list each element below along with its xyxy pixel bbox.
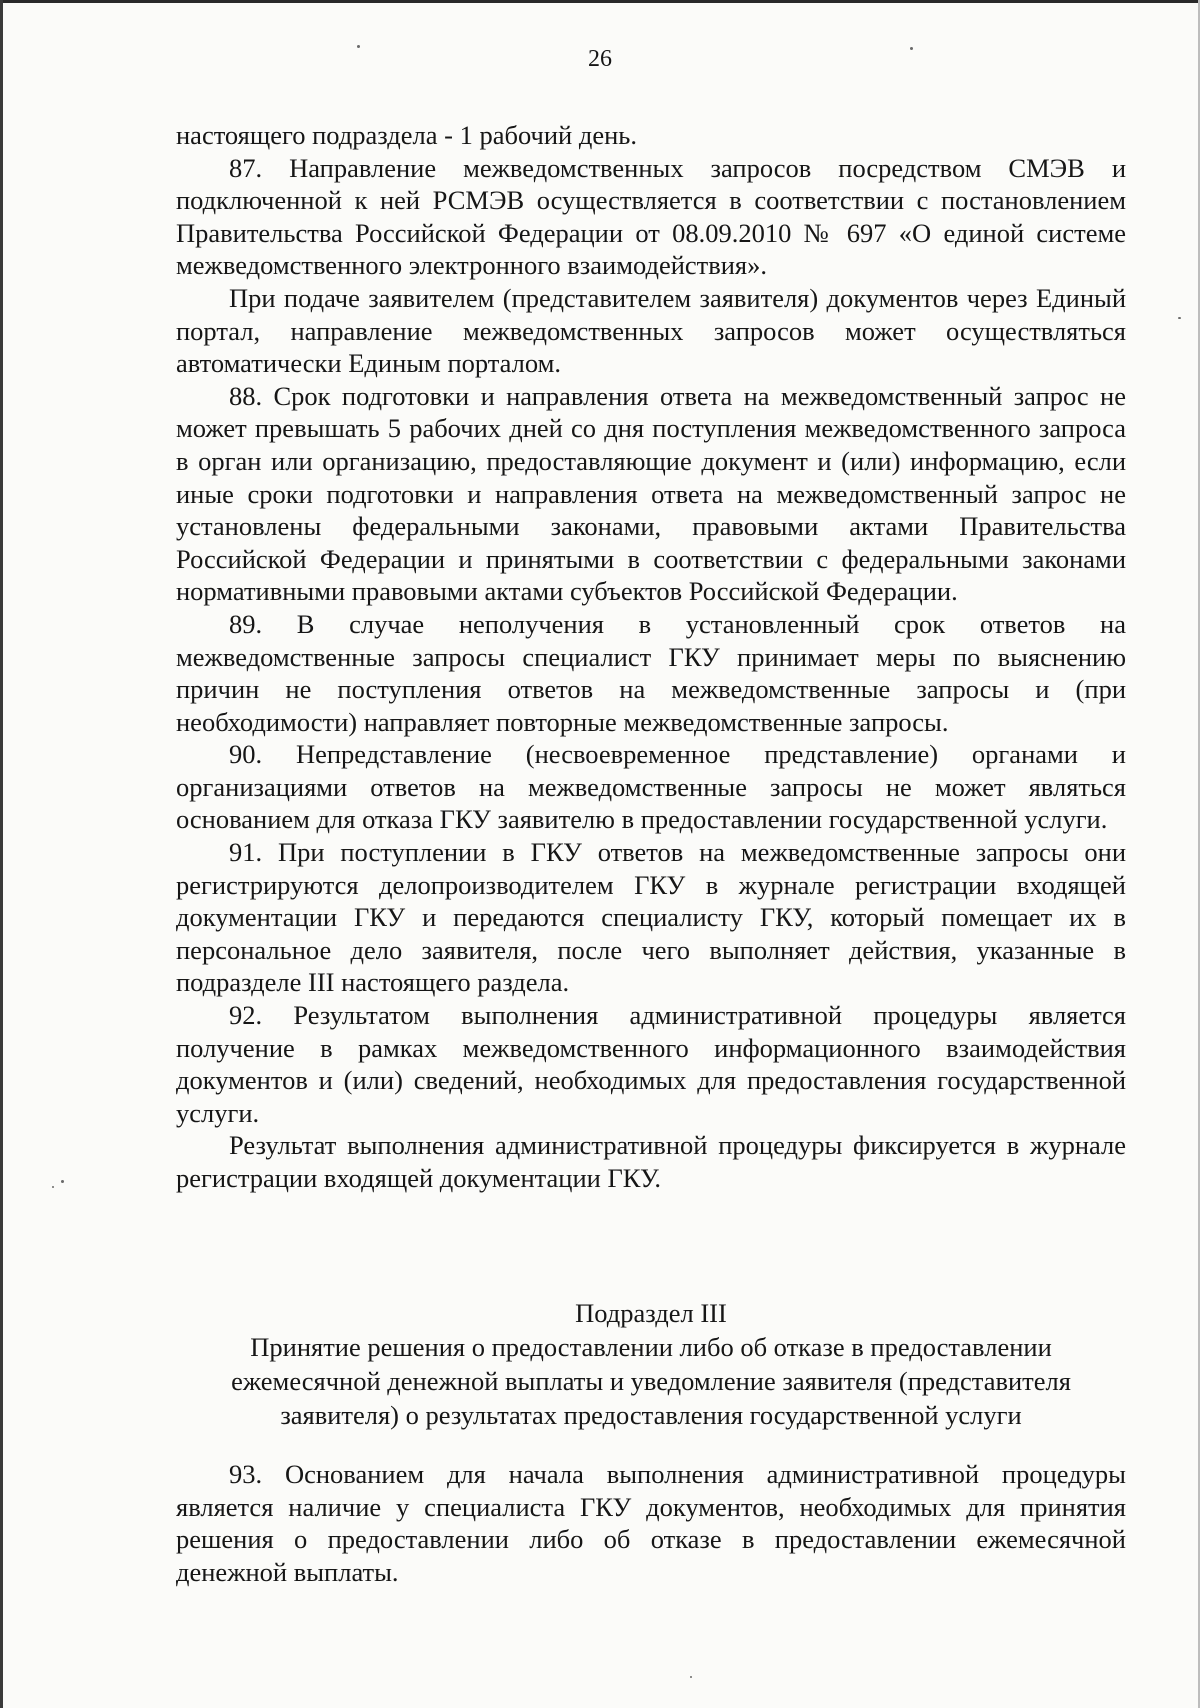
subsection-title-line: Принятие решения о предоставлении либо об отказе в предоставлении: [250, 1332, 1052, 1362]
scan-speck: [690, 1676, 692, 1678]
paragraph-87-portal: При подаче заявителем (представителем заявителя) документов через Единый портал, направление межведомственных запросов может осуществляться автоматически Единым порталом.: [176, 282, 1126, 379]
scan-speck: [1178, 317, 1181, 319]
page-number: 26: [588, 46, 612, 72]
subsection-label: Подраздел III: [575, 1298, 727, 1328]
scan-edge-left: [0, 0, 3, 1708]
paragraph-89: 89. В случае неполучения в установленный срок ответов на межведомственные запросы специалист ГКУ принимает меры по выяснению причин не поступления ответов на межведомственные запросы и (при необходимости) направляет повторные межведомственные запросы.: [176, 608, 1126, 737]
subsection-heading: [176, 1296, 1126, 1432]
paragraph-90: 90. Непредставление (несвоевременное представление) органами и организациями ответов на межведомственные запросы не может являться основанием для отказа ГКУ заявителю в предоставлении государственной услуги.: [176, 739, 1126, 835]
scan-speck: [52, 1186, 54, 1188]
document-body: [176, 119, 1126, 1195]
paragraph-92-result: Результат выполнения административной процедуры фиксируется в журнале регистрации входящей документации ГКУ.: [176, 1130, 1126, 1193]
scan-edge-top: [0, 0, 1200, 3]
scan-speck: [910, 47, 913, 50]
paragraph-92: 92. Результатом выполнения административной процедуры является получение в рамках межведомственного информационного взаимодействия документов и (или) сведений, необходимых для предоставления государственной услуги.: [176, 1000, 1126, 1128]
paragraph-88: 88. Срок подготовки и направления ответа на межведомственный запрос не может превышать 5 рабочих дней со дня поступления межведомственного запроса в орган или организацию, предоставляющие документ и (или) информацию, если иные сроки подготовки и направления ответа на межведомственный запрос не установлены федеральными законами, правовыми актами Правительства Российской Федерации и принятыми в соответствии с федеральными законами нормативными правовыми актами субъектов Российской Федерации.: [176, 380, 1126, 607]
subsection-title-line: заявителя) о результатах предоставления государственной услуги: [280, 1400, 1022, 1430]
paragraph-continuation: настоящего подраздела - 1 рабочий день.: [176, 120, 637, 150]
paragraph-87: 87. Направление межведомственных запросов посредством СМЭВ и подключенной к ней РСМЭВ осуществляется в соответствии с постановлением Правительства Российской Федерации от 08.09.2010 № 697 «О единой системе межведомственного электронного взаимодействия».: [176, 152, 1126, 281]
scan-speck: [61, 1180, 64, 1183]
subsection-title-line: ежемесячной денежной выплаты и уведомление заявителя (представителя: [231, 1366, 1071, 1396]
scan-speck: [357, 45, 360, 48]
paragraph-91: 91. При поступлении в ГКУ ответов на межведомственные запросы они регистрируются делопроизводителем ГКУ в журнале регистрации входящей документации ГКУ и передаются специалисту ГКУ, который помещает их в персональное дело заявителя, после чего выполняет действия, указанные в подразделе III настоящего раздела.: [176, 837, 1126, 998]
paragraph-93: 93. Основанием для начала выполнения административной процедуры является наличие у специалиста ГКУ документов, необходимых для принятия решения о предоставлении либо об отказе в предоставлении ежемесячной денежной выплаты.: [176, 1459, 1126, 1587]
document-body-continued: [176, 1458, 1126, 1588]
